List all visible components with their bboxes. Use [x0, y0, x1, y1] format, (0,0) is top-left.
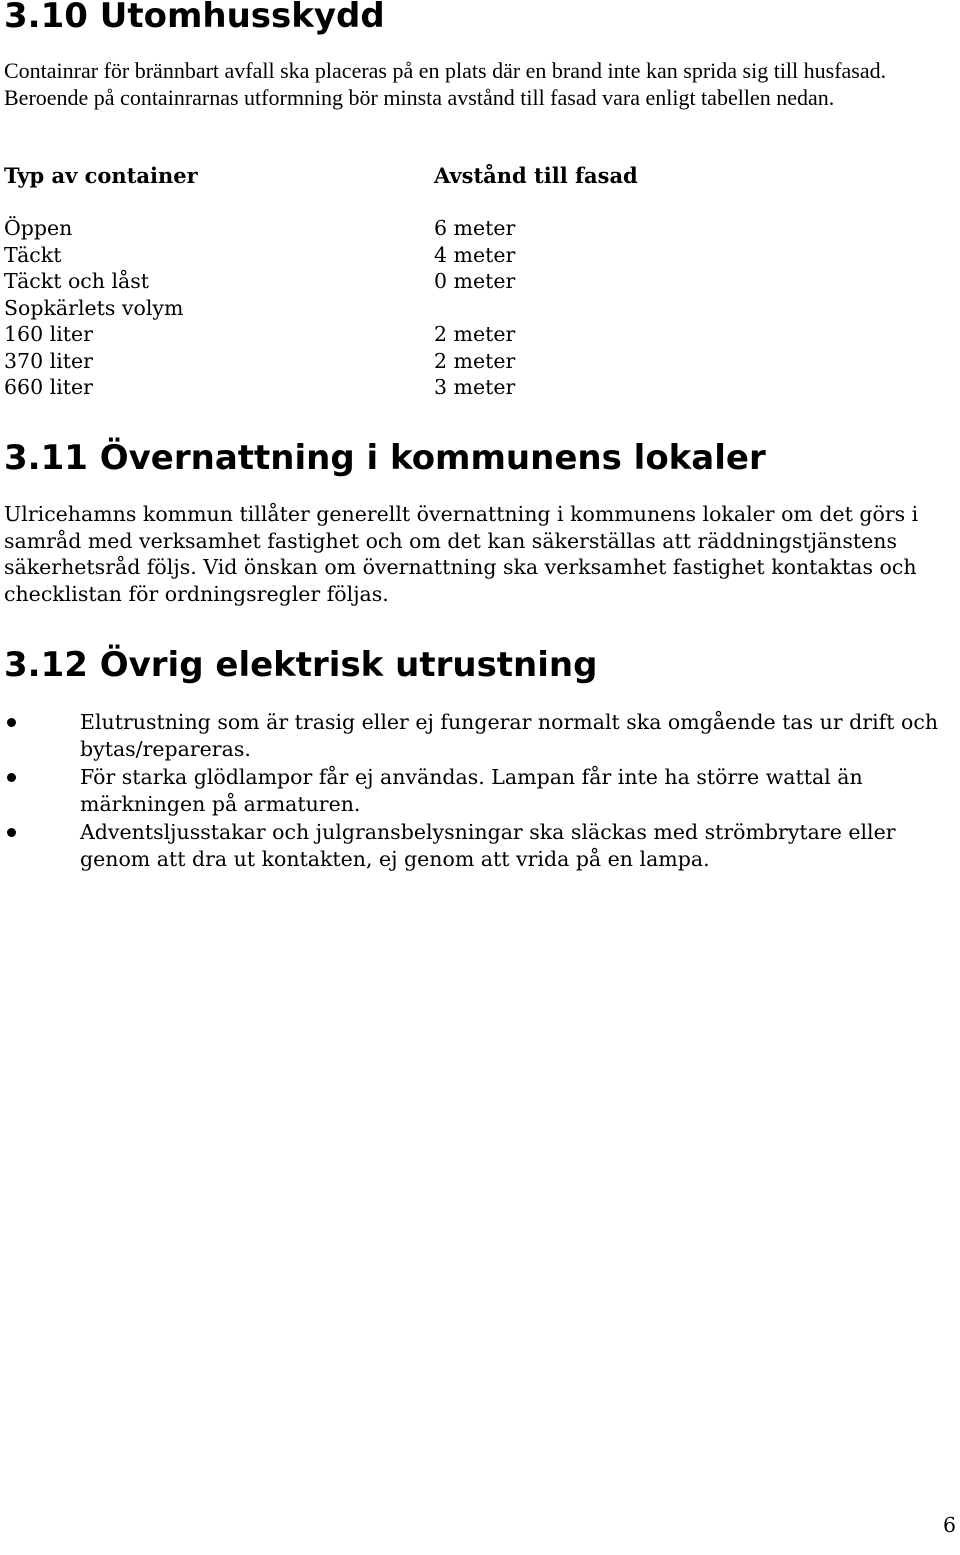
distance-cell: 3 meter: [434, 375, 516, 399]
bin-volume-cell: 660 liter: [4, 375, 93, 399]
bullet-icon: [7, 828, 16, 837]
list-item: [0, 764, 960, 818]
bin-volume-cell: 160 liter: [4, 322, 93, 346]
container-type-cell: Täckt och låst: [4, 269, 150, 293]
heading-3-11: 3.11 Övernattning i kommunens lokaler: [4, 438, 766, 478]
bullet-icon: [7, 718, 16, 727]
list-item: [0, 709, 960, 763]
bullet-icon: [7, 773, 16, 782]
electrical-bullet-list: [0, 709, 960, 874]
bin-volume-cell: 370 liter: [4, 348, 93, 373]
intro-paragraph: [4, 58, 944, 111]
distance-header: Avstånd till fasad: [434, 163, 638, 188]
heading-3-12: 3.12 Övrig elektrisk utrustning: [4, 645, 598, 685]
list-item-text: Elutrustning som är trasig eller ej fungerar normalt ska omgående tas ur drift och bytas/repareras.: [80, 710, 939, 761]
distance-cell: 2 meter: [434, 348, 516, 373]
overnight-paragraph: [4, 501, 954, 607]
bin-volume-subheader: Sopkärlets volym: [4, 295, 184, 320]
container-type-header: Typ av container: [4, 163, 198, 188]
container-type-column: [4, 162, 198, 401]
list-item: [0, 819, 960, 873]
intro-text: Containrar för brännbart avfall ska placeras på en plats där en brand inte kan sprida sig till husfasad. Beroende på containrarnas utformning bör minsta avstånd till fasad vara enligt tabellen nedan.: [4, 58, 887, 110]
distance-cell: 2 meter: [434, 322, 516, 346]
overnight-text: Ulricehamns kommun tillåter generellt övernattning i kommunens lokaler om det görs i samråd med verksamhet fastighet och om det kan säkerställas att räddningstjänstens säkerhetsråd följs. Vid önskan om övernattning ska verksamhet fastighet kontaktas och checklistan för ordningsregler följas.: [4, 502, 919, 606]
list-item-text: Adventsljusstakar och julgransbelysningar ska släckas med strömbrytare eller genom att dra ut kontakten, ej genom att vrida på en lampa.: [80, 820, 896, 871]
distance-cell: 6 meter: [434, 216, 516, 240]
heading-3-10: 3.10 Utomhusskydd: [4, 0, 385, 36]
page-number: 6: [942, 1513, 956, 1537]
distance-column: [434, 162, 638, 401]
container-type-cell: Öppen: [4, 216, 73, 240]
distance-cell: 0 meter: [434, 269, 516, 293]
list-item-text: För starka glödlampor får ej användas. Lampan får inte ha större wattal än märkningen på armaturen.: [80, 765, 863, 816]
container-type-cell: Täckt: [4, 242, 62, 267]
distance-cell: 4 meter: [434, 242, 516, 267]
